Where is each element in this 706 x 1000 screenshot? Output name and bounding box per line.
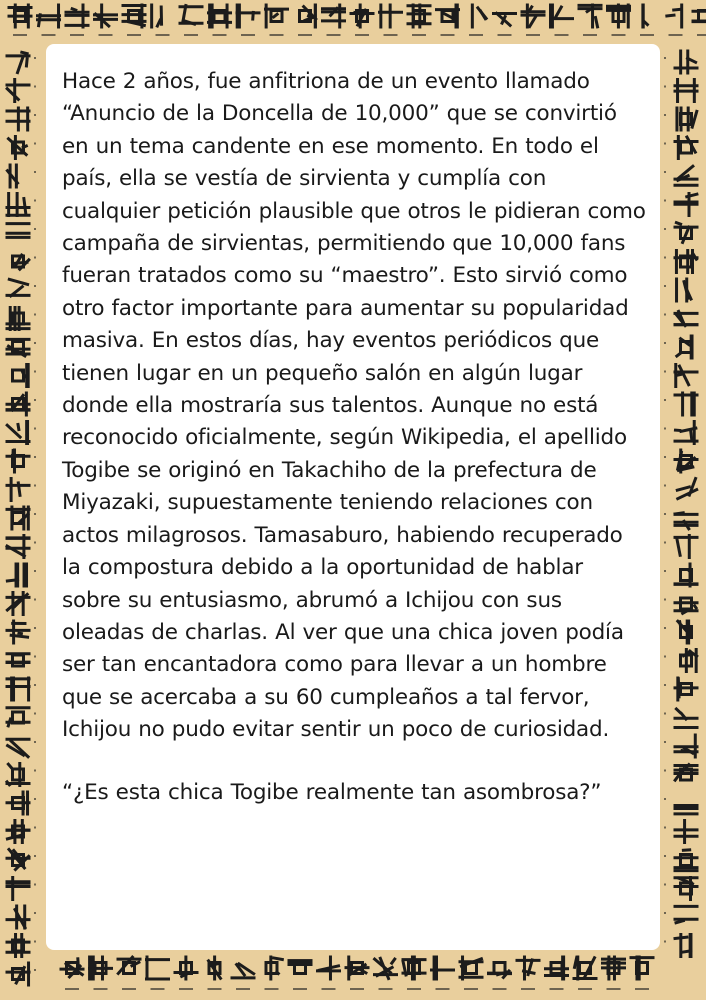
border-glyph [118,957,140,973]
border-caption-mark [34,428,36,430]
border-glyph [675,536,697,558]
border-glyph [675,735,697,757]
border-caption-mark [34,456,36,458]
border-caption-mark [664,200,666,202]
border-glyph [408,5,430,27]
border-glyph [432,957,454,979]
border-glyph [7,621,29,643]
border-glyph [667,5,682,27]
border-glyph [489,963,511,978]
border-glyph [209,957,221,979]
border-caption-mark [664,770,666,772]
border-glyph [675,765,697,781]
border-glyph [7,654,29,666]
border-caption-mark [34,399,36,401]
border-caption-mark [640,34,654,36]
border-caption-mark [697,34,706,36]
border-caption-mark [550,988,564,990]
border-caption-mark [34,342,36,344]
border-glyph [7,963,29,985]
border-caption-mark [664,855,666,857]
border-glyph [675,878,697,900]
border-glyph [7,224,29,238]
border-caption-mark [664,228,666,230]
border-caption-mark [635,988,649,990]
border-glyph [608,5,630,27]
border-caption-mark [327,34,341,36]
border-glyph [517,957,539,979]
border-caption-mark [664,798,666,800]
border-caption-mark [236,988,250,990]
border-glyph [7,906,29,928]
story-paragraph: Hace 2 años, fue anfitriona de un evento llamado “Anuncio de la Doncella de 10,000” que se convirtió en un tema candente en ese momento. En todo el país, ella se vestía de sirvienta y cumplía con cualquier petición plausible que otros le pidieran como campaña de sirvientas, permitiendo que 10,000 fans fueran tratados como su “maestro”. Esto sirvió como otro factor importante para aumentar su popularidad masiva. En estos días, hay eventos periódicos que tienen lugar en un pequeño salón en algún lugar donde ella mostraría sus talentos. Aunque no está reconocido oficialmente, según Wikipedia, el apellido Togibe se originó en Takachiho de la prefectura de Miyazaki, supuestamente teniendo relaciones con actos milagrosos. Tamasaburo, habiendo recuperado la compostura debido a la oportunidad de hablar sobre su entusiasmo, abrumó a Ichijou con sus oleadas de charlas. Al ver que una chica joven podía ser tan encantadora como para llevar a un hombre que se acercaba a su 60 cumpleaños a tal fervor, Ichijou no pudo evitar sentir un poco de curiosidad. [62,69,646,743]
border-caption-mark [664,485,666,487]
border-caption-mark [493,988,507,990]
border-caption-mark [293,988,307,990]
border-caption-mark [664,941,666,943]
border-caption-mark [156,34,170,36]
border-caption-mark [34,627,36,629]
border-glyph [13,255,29,269]
border-glyph [175,957,197,979]
border-caption-mark [469,34,483,36]
border-caption-mark [664,827,666,829]
border-glyph [677,279,691,301]
border-caption-mark [664,741,666,743]
border-caption-mark [664,86,666,88]
border-glyph [7,393,29,415]
border-caption-mark [664,342,666,344]
border-glyph [7,849,29,869]
border-glyph [289,961,311,974]
border-glyph [675,513,697,529]
border-caption-mark [122,988,136,990]
border-glyph [7,792,29,814]
border-caption-mark [34,599,36,601]
border-glyph [675,422,697,444]
border-caption-mark [34,485,36,487]
border-glyph [643,5,647,27]
border-glyph [90,957,112,979]
border-glyph [7,450,29,472]
border-caption-mark [664,713,666,715]
border-caption-mark [664,285,666,287]
border-caption-mark [70,34,84,36]
border-glyph [152,5,162,27]
border-caption-mark [669,34,683,36]
border-caption-mark [664,257,666,259]
border-glyph [675,194,697,216]
border-glyph [237,5,259,27]
border-caption-mark [179,988,193,990]
border-glyph [7,108,29,130]
border-caption-mark [578,988,592,990]
border-glyph [403,957,425,979]
border-glyph [675,311,697,325]
border-glyph [675,564,697,586]
border-glyph [66,5,88,27]
border-glyph [7,479,29,501]
border-glyph [232,964,254,978]
border-caption-mark [34,798,36,800]
border-glyph [494,13,516,25]
border-glyph [551,5,573,27]
border-glyph [375,958,397,978]
border-caption-mark [34,257,36,259]
border-caption-mark [664,114,666,116]
border-caption-mark [34,684,36,686]
border-glyph [677,108,697,130]
story-quote: “¿Es esta chica Togibe realmente tan asombrosa?” [62,779,602,805]
border-caption-mark [34,371,36,373]
border-glyph [574,957,596,979]
border-caption-mark [664,399,666,401]
border-caption-mark [664,912,666,914]
border-glyph [123,5,145,27]
story-text [62,66,646,809]
border-glyph [346,957,368,979]
border-caption-mark [270,34,284,36]
border-caption-mark [664,371,666,373]
border-caption-mark [526,34,540,36]
border-caption-mark [34,941,36,943]
border-glyph [546,957,568,979]
border-glyph [675,80,697,102]
border-caption-mark [34,656,36,658]
border-glyph [675,709,697,728]
border-glyph [7,739,29,756]
border-caption-mark [208,988,222,990]
border-caption-mark [664,456,666,458]
border-glyph [7,279,29,296]
border-glyph [266,957,282,979]
border-caption-mark [34,285,36,287]
border-caption-mark [355,34,369,36]
border-caption-mark [241,34,255,36]
border-caption-mark [213,34,227,36]
border-caption-mark [298,34,312,36]
border-glyph [437,5,459,27]
border-glyph [380,5,402,27]
border-glyph [38,5,60,27]
border-glyph [266,5,288,27]
border-caption-mark [664,428,666,430]
border-caption-mark [34,912,36,914]
border-caption-mark [34,855,36,857]
border-glyph [9,5,31,27]
border-caption-mark [412,34,426,36]
border-glyph [675,137,697,159]
border-glyph [675,805,697,813]
border-glyph [95,5,117,27]
border-glyph [7,678,29,700]
border-glyph [522,5,544,27]
border-glyph [677,479,696,499]
border-caption-mark [34,228,36,230]
border-glyph [61,959,83,977]
border-glyph [7,878,29,900]
border-caption-mark [384,34,398,36]
border-caption-mark [436,988,450,990]
border-caption-mark [664,143,666,145]
border-glyph [318,957,340,979]
border-glyph [7,821,29,843]
border-glyph [7,564,26,586]
border-glyph [675,251,697,273]
border-glyph [675,365,697,387]
border-glyph [7,52,29,72]
border-glyph [603,957,625,979]
border-glyph [147,957,169,979]
border-glyph [300,5,316,27]
border-caption-mark [34,884,36,886]
border-glyph [675,166,697,185]
border-caption-mark [34,57,36,59]
border-glyph [675,821,697,843]
border-glyph [675,223,697,243]
border-glyph [675,450,697,472]
border-caption-mark [127,34,141,36]
border-glyph [675,935,691,957]
border-glyph [7,536,29,558]
border-caption-mark [350,988,364,990]
border-glyph [7,593,29,615]
border-glyph [675,906,697,922]
border-caption-mark [34,570,36,572]
border-caption-mark [34,143,36,145]
border-glyph [7,935,29,957]
border-caption-mark [607,988,621,990]
border-caption-mark [34,114,36,116]
border-glyph [579,5,601,27]
border-caption-mark [94,988,108,990]
border-glyph [7,764,29,786]
border-caption-mark [34,827,36,829]
border-caption-mark [265,988,279,990]
border-glyph [675,598,697,613]
border-caption-mark [34,86,36,88]
border-caption-mark [151,988,165,990]
border-caption-mark [498,34,512,36]
text-panel [46,44,660,950]
border-glyph [7,194,29,216]
border-caption-mark [34,314,36,316]
border-glyph [323,5,345,27]
border-caption-mark [664,542,666,544]
border-caption-mark [441,34,455,36]
border-glyph [7,507,29,529]
border-glyph [631,957,653,979]
border-glyph [7,339,29,356]
border-caption-mark [464,988,478,990]
border-caption-mark [664,599,666,601]
border-caption-mark [583,34,597,36]
border-caption-mark [555,34,569,36]
border-glyph [675,51,697,73]
border-glyph [7,308,29,330]
border-caption-mark [664,513,666,515]
border-caption-mark [664,684,666,686]
border-glyph [7,708,29,726]
border-glyph [681,650,697,672]
border-caption-mark [664,570,666,572]
border-caption-mark [521,988,535,990]
border-caption-mark [34,713,36,715]
border-glyph [209,5,231,27]
border-caption-mark [664,884,666,886]
border-glyph [7,422,29,444]
border-caption-mark [664,171,666,173]
border-caption-mark [379,988,393,990]
border-caption-mark [13,34,27,36]
border-caption-mark [612,34,626,36]
border-glyph [675,393,697,415]
border-caption-mark [664,314,666,316]
border-glyph [351,5,373,27]
border-caption-mark [322,988,336,990]
border-caption-mark [34,542,36,544]
border-glyph [472,5,486,27]
border-caption-mark [34,741,36,743]
border-caption-mark [34,513,36,515]
border-glyph [675,678,697,700]
border-caption-mark [99,34,113,36]
border-caption-mark [34,200,36,202]
border-caption-mark [664,57,666,59]
border-caption-mark [34,171,36,173]
border-glyph [693,11,706,22]
border-glyph [7,165,17,187]
border-caption-mark [65,988,79,990]
border-glyph [180,6,202,25]
border-glyph [678,621,692,643]
border-caption-mark [42,34,56,36]
border-caption-mark [34,969,36,971]
border-caption-mark [184,34,198,36]
border-caption-mark [664,627,666,629]
border-caption-mark [664,656,666,658]
border-glyph [675,850,697,871]
border-caption-mark [407,988,421,990]
border-glyph [7,80,29,102]
border-glyph [13,365,29,387]
border-glyph [8,137,26,159]
border-glyph [460,957,482,979]
border-caption-mark [34,770,36,772]
border-glyph [677,336,692,358]
